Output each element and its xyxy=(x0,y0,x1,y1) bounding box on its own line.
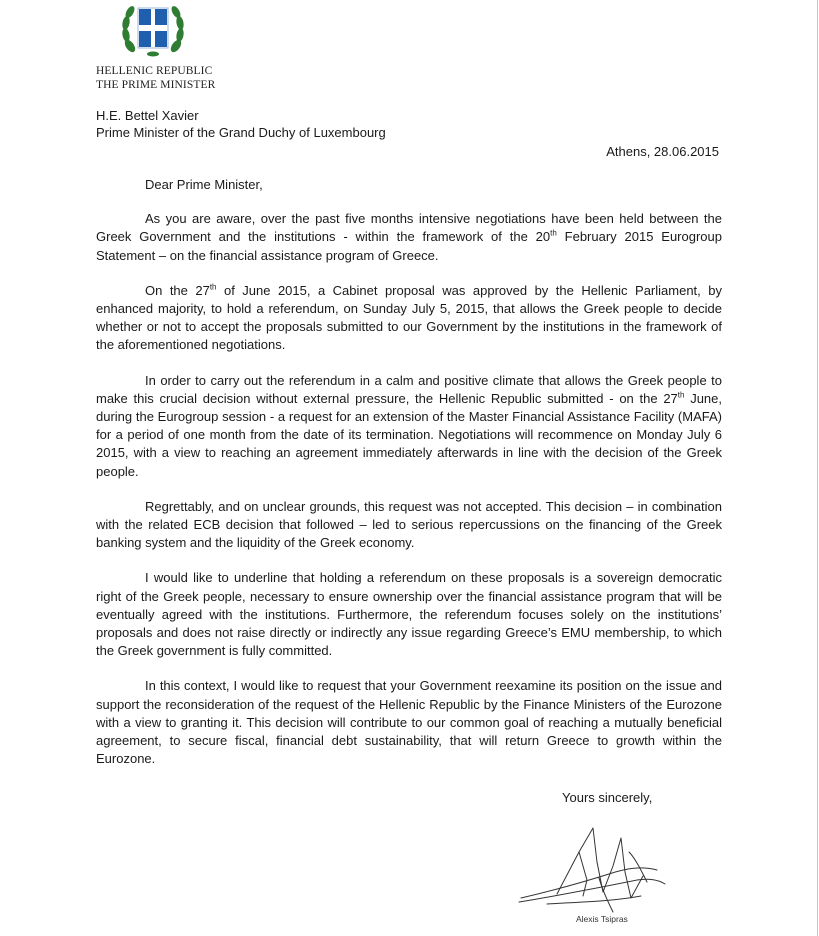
handwritten-signature-icon xyxy=(517,822,667,928)
paragraph-1 xyxy=(96,210,722,265)
letterhead-line-1: HELLENIC REPUBLIC xyxy=(96,65,213,77)
paragraph-2-part-a: On the 27 xyxy=(145,282,210,298)
date-line: Athens, 28.06.2015 xyxy=(606,144,719,159)
paragraph-3 xyxy=(96,372,722,481)
ordinal-superscript: th xyxy=(677,390,685,400)
paragraph-3-part-a: In order to carry out the referendum in a calm and positive climate that allows the Greek people to make this crucial decision without external pressure, the Hellenic Republic submitted - on the 27 xyxy=(96,372,722,406)
paragraph-1-part-a: As you are aware, over the past five months intensive negotiations have been held between the Greek Government and the institutions - within the framework of the 20 xyxy=(96,211,722,245)
ordinal-superscript: th xyxy=(550,229,557,239)
letterhead xyxy=(96,64,215,92)
recipient-name: H.E. Bettel Xavier xyxy=(96,108,199,123)
salutation: Dear Prime Minister, xyxy=(145,177,263,192)
hellenic-emblem-icon xyxy=(120,0,186,58)
paragraph-5: I would like to underline that holding a referendum on these proposals is a sovereign democratic right of the Greek people, necessary to ensure ownership over the financial assistance program that will be eventually agreed with the institutions. Furthermore, the referendum focuses solely on the institutions’ proposals and does not raise directly or indirectly any issue regarding Greece’s EMU membership, to which the Greek government is fully committed. xyxy=(96,570,722,659)
signature-printed-name: Alexis Tsipras xyxy=(576,914,628,924)
paragraph-2 xyxy=(96,282,722,355)
letter-body xyxy=(96,176,722,785)
paragraph-2-part-b: of June 2015, a Cabinet proposal was approved by the Hellenic Parliament, by enhanced majority, to hold a referendum, on Sunday July 5, 2015, that allows the Greek people to decide whether or not to accept the proposals submitted to our Government by the institutions in the framework of the aforementioned negotiations. xyxy=(96,282,722,353)
recipient-title: Prime Minister of the Grand Duchy of Luxembourg xyxy=(96,125,386,140)
paragraph-1-part-b: February 2015 Eurogroup Statement – on the financial assistance program of Greece. xyxy=(96,229,722,263)
ordinal-superscript: th xyxy=(209,282,217,292)
paragraph-6: In this context, I would like to request that your Government reexamine its position on the issue and support the reconsideration of the request of the Hellenic Republic by the Finance Ministers of the Eurozone with a view to granting it. This decision will contribute to our common goal of reaching a mutually beneficial agreement, to secure fiscal, financial debt sustainability, that will return Greece to growth within the Eurozone. xyxy=(96,678,722,767)
paragraph-3-part-b: June, during the Eurogroup session - a request for an extension of the Master Financial Assistance Facility (MAFA) for a period of one month from the date of its termination. Negotiations will recommence on Monday July 6 2015, with a view to reaching an agreement immediately afterwards in line with the decision of the Greek people. xyxy=(96,390,722,479)
closing: Yours sincerely, xyxy=(562,790,653,805)
recipient-block xyxy=(96,107,386,141)
paragraph-4: Regrettably, and on unclear grounds, this request was not accepted. This decision – in combination with the related ECB decision that followed – led to serious repercussions on the financing of the Greek banking system and the liquidity of the Greek economy. xyxy=(96,498,722,551)
letterhead-line-2: THE PRIME MINISTER xyxy=(96,79,216,91)
